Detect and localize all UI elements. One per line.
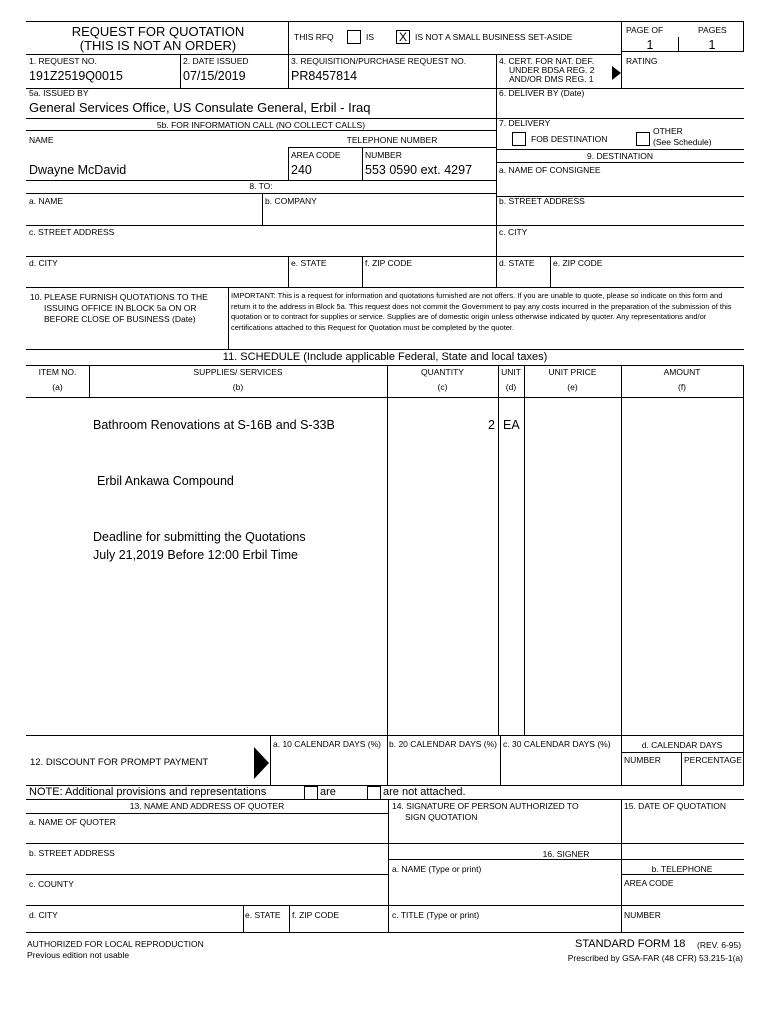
are-not-checkbox[interactable] [367,786,381,800]
signer-title-label: c. TITLE (Type or print) [392,910,480,920]
number-label: NUMBER [365,150,402,160]
to-name-label: a. NAME [29,196,64,206]
delivery-label: 7. DELIVERY [499,118,551,128]
request-no: 191Z2519Q0015 [29,69,123,83]
footer-previous-edition: Previous edition not usable [27,950,130,960]
rule [26,349,744,350]
info-call-label: 5b. FOR INFORMATION CALL (NO COLLECT CALLS) [156,120,366,130]
rule [270,735,271,785]
quoter-name-label: a. NAME OF QUOTER [29,817,116,827]
rule [621,365,622,785]
to-street-label: c. STREET ADDRESS [29,227,115,237]
item-unit: EA [503,418,520,432]
signer-telephone-label: b. TELEPHONE [651,864,713,874]
rule [26,813,388,814]
signature-label: 14. SIGNATURE OF PERSON AUTHORIZED TO [392,801,579,811]
rule [26,130,496,131]
rule [496,149,744,150]
rule [228,287,229,349]
to-state-label: e. STATE [291,258,327,268]
page-of-label: PAGE OF [626,25,664,35]
rule [496,54,497,198]
signer-name-label: a. NAME (Type or print) [392,864,482,874]
col-unit-sub: (d) [505,382,517,392]
to-company-label: b. COMPANY [265,196,317,206]
rule [387,365,388,785]
rule [26,799,744,800]
col-unit-price-sub: (e) [567,382,578,392]
signature-label-2: SIGN QUOTATION [405,812,478,822]
rule [362,147,363,181]
col-supplies: SUPPLIES/ SERVICES [193,367,283,377]
rule [26,54,622,55]
issued-by: General Services Office, US Consulate General, Erbil - Iraq [29,100,371,115]
rule [524,365,525,735]
item-description: Bathroom Renovations at S-16B and S-33B [93,418,335,432]
discount-10-days: a. 10 CALENDAR DAYS (%) [273,739,382,749]
block10-line1: 10. PLEASE FURNISH QUOTATIONS TO THE [30,292,208,302]
to-zip-label: f. ZIP CODE [365,258,413,268]
item-quantity: 2 [488,418,495,432]
pages-count: 1 [708,38,716,52]
rule [362,256,363,287]
deadline-line1: Deadline for submitting the Quotations [93,530,306,544]
col-supplies-sub: (b) [232,382,244,392]
form-revision: (REV. 6-95) [697,940,742,950]
rule [26,932,744,933]
quoter-street-label: b. STREET ADDRESS [29,848,115,858]
deliver-by-label: 6. DELIVER BY (Date) [499,88,585,98]
quoter-state-label: e. STATE [245,910,281,920]
quoter-label: 13. NAME AND ADDRESS OF QUOTER [129,801,285,811]
rating-label: RATING [626,56,658,66]
area-code: 240 [291,163,312,177]
rule [26,905,744,906]
destination-label: 9. DESTINATION [587,151,653,161]
col-quantity: QUANTITY [421,367,464,377]
form-subtitle: (THIS IS NOT AN ORDER) [79,38,237,53]
requisition-label: 3. REQUISITION/PURCHASE REQUEST NO. [291,56,467,66]
quoter-zip-label: f. ZIP CODE [292,910,340,920]
contact-name: Dwayne McDavid [29,163,127,177]
date-issued-label: 2. DATE ISSUED [183,56,249,66]
rule [288,256,289,287]
dest-state-label: d. STATE [499,258,535,268]
pages-label: PAGES [698,25,727,35]
col-amount: AMOUNT [663,367,701,377]
rule [26,21,744,22]
other-label: OTHER [653,126,683,136]
rule [621,752,744,753]
footer-authorized: AUTHORIZED FOR LOCAL REPRODUCTION [27,939,204,949]
to-city-label: d. CITY [29,258,58,268]
rule [289,905,290,932]
requisition-no: PR8457814 [291,69,358,83]
cert-label: 4. CERT. FOR NAT. DEF. [499,56,595,66]
date-issued: 07/15/2019 [183,69,246,83]
col-unit: UNIT [501,367,521,377]
quoter-county-label: c. COUNTY [29,879,74,889]
form-title: REQUEST FOR QUOTATION [71,24,245,39]
set-aside-label: IS NOT A SMALL BUSINESS SET-ASIDE [415,32,573,42]
rule [180,54,181,88]
area-code-label: AREA CODE [291,150,341,160]
discount-calendar-days: d. CALENDAR DAYS [641,740,723,750]
col-item-no-sub: (a) [52,382,63,392]
block10-line2: ISSUING OFFICE IN BLOCK 5a ON OR [44,303,197,313]
discount-30-days: c. 30 CALENDAR DAYS (%) [503,739,611,749]
dest-street-label: b. STREET ADDRESS [499,196,585,206]
item-location: Erbil Ankawa Compound [97,474,234,488]
col-item-no: ITEM NO. [38,367,77,377]
arrow-right-icon [612,66,621,80]
deadline-line2: July 21,2019 Before 12:00 Erbil Time [93,548,298,562]
signer-area-code-label: AREA CODE [624,878,674,888]
col-quantity-sub: (c) [437,382,448,392]
rule [26,843,744,844]
discount-label: 12. DISCOUNT FOR PROMPT PAYMENT [30,757,209,768]
phone-number: 553 0590 ext. 4297 [365,163,473,177]
issued-by-label: 5a. ISSUED BY [29,88,89,98]
are-not-label: are not attached. [383,786,466,798]
consignee-label: a. NAME OF CONSIGNEE [499,165,601,175]
rule [681,752,682,785]
rule [743,21,744,51]
to-label: 8. TO: [249,181,273,191]
is-not-checkbox[interactable]: X [396,30,410,44]
rule [388,799,389,932]
rule [500,735,501,785]
rule [26,874,388,875]
rule [288,54,289,88]
cert-label-2: UNDER BDSA REG. 2 [509,65,595,75]
rule [496,196,497,287]
rule [26,287,744,288]
rule [743,365,744,785]
rule [388,859,744,860]
rule [26,118,744,119]
dest-zip-label: e. ZIP CODE [553,258,603,268]
signer-label: 16. SIGNER [542,849,590,859]
arrow-right-icon [254,747,269,779]
rule [498,365,499,735]
is-checkbox[interactable] [347,30,361,44]
signer-number-label: NUMBER [624,910,661,920]
rule [621,874,744,875]
see-schedule-label: (See Schedule) [653,137,712,147]
this-rfq-label: THIS RFQ [294,32,334,42]
rule [26,193,496,194]
dest-city-label: c. CITY [499,227,528,237]
are-checkbox[interactable] [304,786,318,800]
contact-name-label: NAME [29,135,54,145]
rule [243,905,244,932]
rule [550,256,551,287]
cert-label-3: AND/OR DMS REG. 1 [509,74,594,84]
prescribed-by: Prescribed by GSA-FAR (48 CFR) 53.215-1(a) [567,953,743,963]
fob-destination-label: FOB DESTINATION [531,134,608,144]
discount-number: NUMBER [624,755,661,765]
rule [496,162,744,163]
are-label: are [320,786,336,798]
request-no-label: 1. REQUEST NO. [29,56,97,66]
fob-destination-checkbox[interactable] [512,132,526,146]
rule [26,735,744,736]
discount-20-days: b. 20 CALENDAR DAYS (%) [389,739,498,749]
rule [26,365,744,366]
col-amount-sub: (f) [677,382,687,392]
schedule-title: 11. SCHEDULE (Include applicable Federal, State and local taxes) [222,351,548,363]
rule [678,37,679,51]
telephone-label: TELEPHONE NUMBER [346,135,438,145]
note-text: NOTE: Additional provisions and representations [29,786,267,798]
rule [26,397,744,398]
rule [288,147,289,181]
col-unit-price: UNIT PRICE [548,367,597,377]
rule [26,88,744,89]
rule [26,225,744,226]
is-label: IS [366,32,375,42]
block10-line3: BEFORE CLOSE OF BUSINESS (Date) [44,314,196,324]
discount-percentage: PERCENTAGE [684,755,742,765]
rule [289,147,496,148]
rule [26,256,744,257]
important-notice: IMPORTANT: This is a request for information and quotations furnished are not offers. If you are unable to quote, please so indicate on this form and return it to the address in Block 5a. This request does not commit the Government to pay any costs incurred in the preparation of the submission of this quotation or to contract for supplies or service. Supplies are of domestic origin unless otherwise indicated by quoter. Any representations and/or certifications attached to this Request for Quotation must be completed by the quoter. [231,291,732,332]
form-name: STANDARD FORM 18 [575,938,686,950]
quotation-date-label: 15. DATE OF QUOTATION [624,801,727,811]
page-number: 1 [646,38,654,52]
other-checkbox[interactable] [636,132,650,146]
rule [262,193,263,226]
quoter-city-label: d. CITY [29,910,58,920]
